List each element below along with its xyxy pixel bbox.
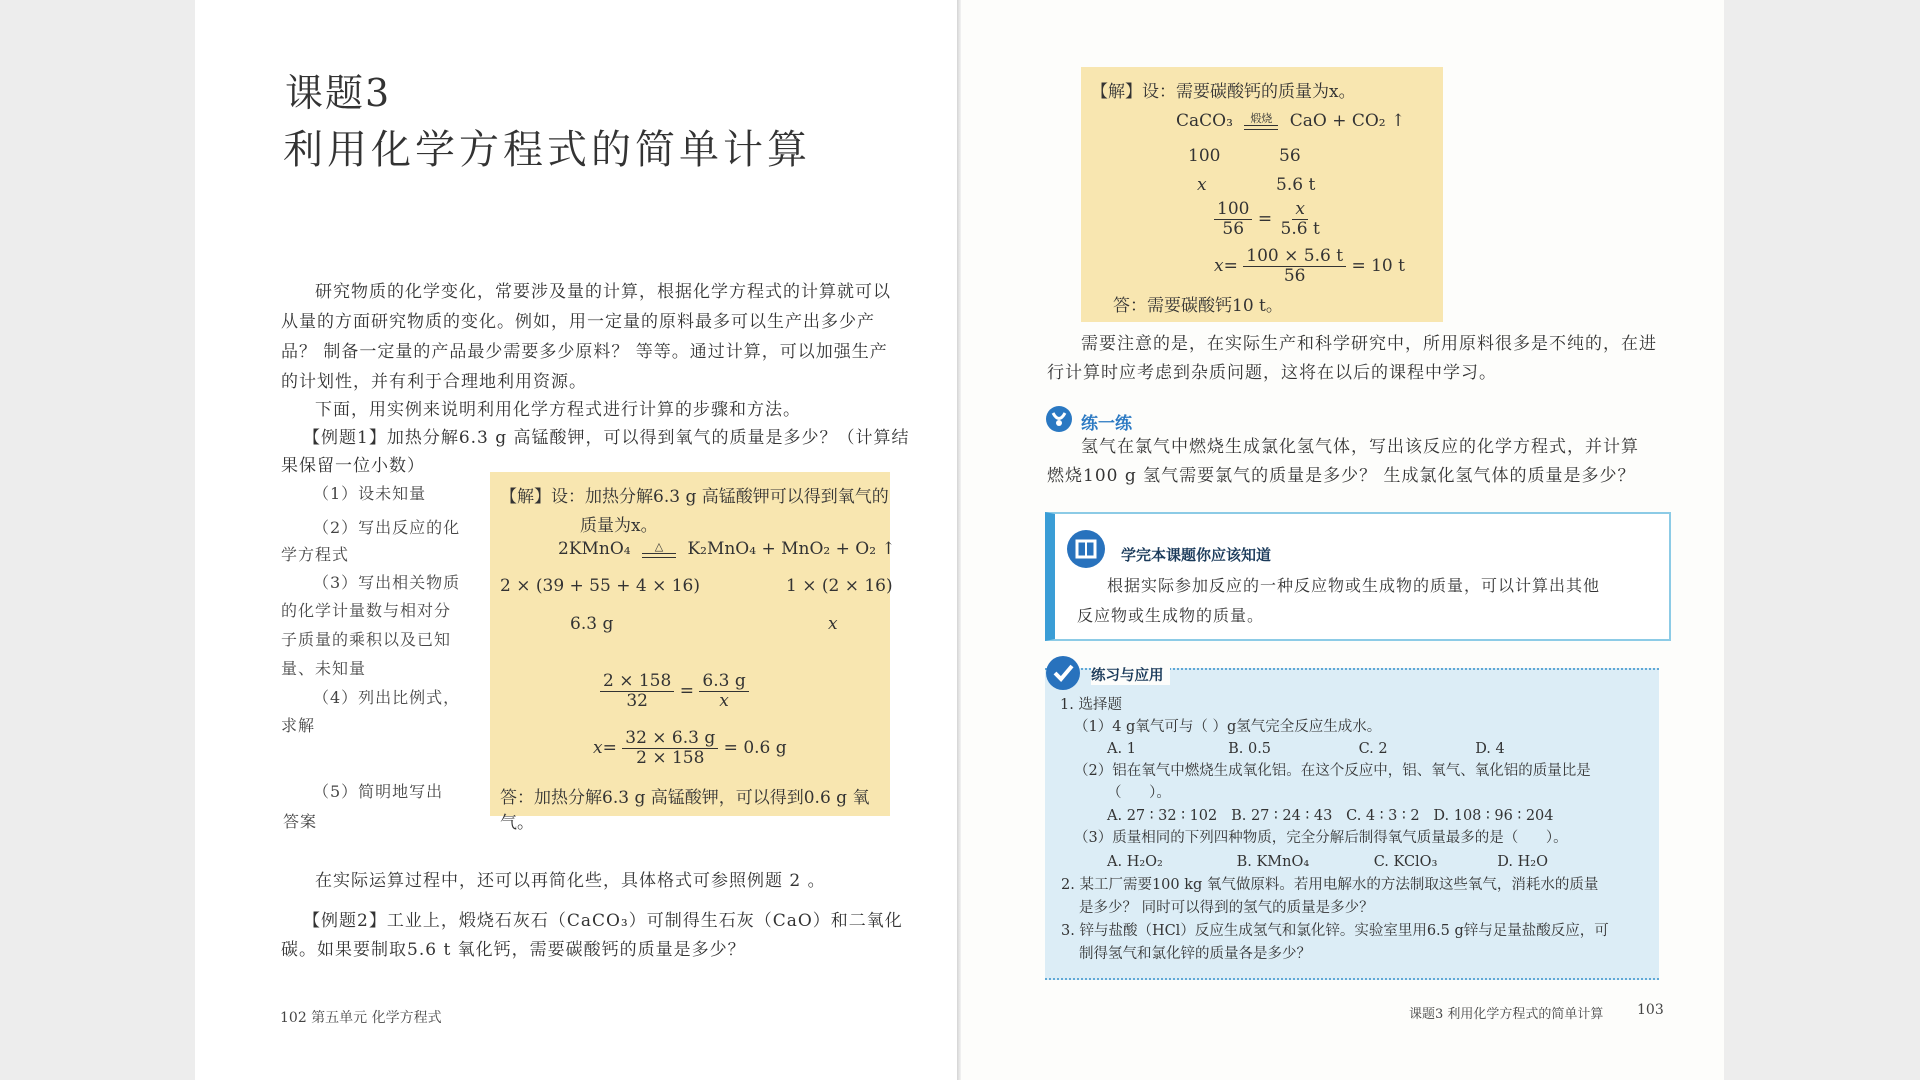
p2-den-right: 5.6 t: [1280, 219, 1320, 239]
equation-products: CaO + CO₂ ↑: [1289, 111, 1406, 131]
prop-den-right: x: [719, 691, 729, 711]
p2-num-left: 100: [1214, 200, 1252, 220]
known-quantity: 6.3 g: [570, 614, 614, 634]
unknown-quantity: x: [828, 614, 838, 634]
exercise-line: A. 27 ∶ 32 ∶ 102 B. 27 ∶ 24 ∶ 43 C. 4 ∶ 3 ∶ 2 D. 108 ∶ 96 ∶ 204: [1107, 808, 1554, 824]
step-1: （1）设未知量: [313, 484, 427, 503]
exercise-line: 制得氢气和氯化锌的质量各是多少？: [1079, 946, 1311, 962]
prop-num-left: 2 × 158: [600, 672, 674, 692]
p2-den-left: 56: [1222, 219, 1245, 239]
step-2: （2）写出反应的化: [313, 518, 461, 537]
proportion: [600, 672, 749, 711]
mass-right: 1 × (2 × 16): [786, 576, 893, 596]
intro-line: 研究物质的化学变化，常要涉及量的计算，根据化学方程式的计算就可以: [315, 282, 891, 302]
mass-cao: 56: [1279, 146, 1301, 166]
exercise-line: （ ）。: [1107, 785, 1171, 801]
equation-reactant: 2KMnO₄: [558, 539, 631, 559]
solution-box-1: [490, 472, 896, 833]
exercise-line: 1. 选择题: [1060, 697, 1122, 713]
c2-result: = 10 t: [1351, 256, 1405, 276]
right-footer-page: 103: [1637, 1002, 1664, 1018]
unknown-caco3: x: [1197, 175, 1207, 195]
calculation2: [1214, 247, 1405, 286]
p2-equals: =: [1257, 209, 1273, 229]
solution1-line1: 【解】设：加热分解6.3 g 高锰酸钾可以得到氧气的: [500, 487, 889, 507]
c2-num: 100 × 5.6 t: [1243, 247, 1346, 267]
equation-reactant: CaCO₃: [1176, 111, 1233, 131]
example1-line: 【例题1】加热分解6.3 g 高锰酸钾，可以得到氧气的质量是多少？（计算结: [303, 428, 910, 448]
heat-symbol: △: [654, 540, 664, 553]
note-line: 需要注意的是，在实际生产和科学研究中，所用原料很多是不纯的，在进: [1081, 334, 1657, 354]
lesson-title: 利用化学方程式的简单计算: [283, 127, 811, 173]
known-cao: 5.6 t: [1276, 175, 1316, 195]
solution1-answer: 答：加热分解6.3 g 高锰酸钾，可以得到0.6 g 氧气。: [500, 788, 870, 833]
exercise-line: 是多少？ 同时可以得到的氢气的质量是多少？: [1079, 900, 1374, 916]
lesson-number: 课题3: [285, 71, 392, 115]
solution2-line1: 【解】设：需要碳酸钙的质量为x。: [1091, 82, 1356, 102]
solution-box-2: [1081, 67, 1443, 322]
calc-num: 32 × 6.3 g: [622, 729, 718, 749]
book-icon: [1067, 530, 1105, 568]
prop-den-left: 32: [626, 691, 648, 711]
proportion2: [1214, 200, 1323, 239]
practice-line: 氢气在氯气中燃烧生成氯化氢气体，写出该反应的化学方程式，并计算: [1081, 437, 1639, 457]
p2-num-right: x: [1292, 200, 1308, 220]
step-5: （5）简明地写出: [313, 782, 444, 801]
example2-line: 【例题2】工业上，煅烧石灰石（CaCO₃）可制得生石灰（CaO）和二氧化: [303, 911, 903, 931]
calc-x: x=: [593, 738, 617, 758]
c2-x: x=: [1214, 256, 1238, 276]
exercise-line: A. H₂O₂ B. KMnO₄ C. KClO₃ D. H₂O: [1107, 854, 1548, 870]
practice-icon: [1044, 404, 1074, 434]
left-footer: 102 第五单元 化学方程式: [280, 1010, 442, 1026]
calcine-label: 煅烧: [1250, 112, 1273, 125]
exercise-line: 3. 锌与盐酸（HCl）反应生成氢气和氯化锌。实验室里用6.5 g锌与足量盐酸反应，可: [1061, 923, 1609, 939]
method-line: 下面，用实例来说明利用化学方程式进行计算的步骤和方法。: [315, 400, 801, 420]
practice-line: 燃烧100 g 氢气需要氯气的质量是多少？ 生成氯化氢气体的质量是多少？: [1047, 466, 1636, 486]
practice-title: 练一练: [1081, 414, 1132, 434]
step-4: 求解: [281, 716, 316, 735]
exercise-line: （2）铝在氧气中燃烧生成氧化铝。在这个反应中，铝、氧气、氧化铝的质量比是: [1074, 763, 1591, 779]
heat-condition: [642, 541, 676, 558]
solution2-equation: [1176, 111, 1405, 131]
prop-equals: =: [679, 681, 694, 701]
step-4: （4）列出比例式，: [313, 688, 461, 707]
calc-result: = 0.6 g: [723, 738, 787, 758]
step-3: （3）写出相关物质: [313, 573, 461, 592]
exercise-icon: [1044, 654, 1082, 692]
solution1-line2: 质量为x。: [580, 516, 658, 536]
step-3: 量、未知量: [281, 659, 367, 678]
mass-caco3: 100: [1188, 146, 1221, 166]
calcine-condition: [1244, 113, 1278, 130]
step-2: 学方程式: [281, 545, 350, 564]
simplify-line: 在实际运算过程中，还可以再简化些，具体格式可参照例题 2 。: [315, 871, 826, 891]
step-3: 子质量的乘积以及已知: [281, 630, 452, 649]
intro-line: 品？ 制备一定量的产品最少需要多少原料？ 等等。通过计算，可以加强生产: [281, 342, 888, 362]
exercise-line: A. 1 B. 0.5 C. 2 D. 4: [1107, 741, 1505, 757]
step-3: 的化学计量数与相对分: [281, 601, 452, 620]
note-line: 行计算时应考虑到杂质问题，这将在以后的课程中学习。: [1047, 363, 1497, 383]
know-line: 根据实际参加反应的一种反应物或生成物的质量，可以计算出其他: [1107, 576, 1601, 595]
right-page: [961, 0, 1724, 1080]
exercise-line: 2. 某工厂需要100 kg 氧气做原料。若用电解水的方法制取这些氧气，消耗水的质量: [1061, 877, 1599, 893]
left-page: [195, 0, 957, 1080]
exercise-line: （3）质量相同的下列四种物质，完全分解后制得氧气质量最多的是（ ）。: [1074, 830, 1568, 846]
know-line: 反应物或生成物的质量。: [1077, 606, 1265, 625]
c2-den: 56: [1283, 266, 1306, 286]
know-title: 学完本课题你应该知道: [1121, 546, 1272, 564]
mass-left: 2 × (39 + 55 + 4 × 16): [500, 576, 700, 596]
calc-den: 2 × 158: [636, 748, 705, 768]
exercise-title: 练习与应用: [1091, 664, 1170, 685]
exercise-line: （1）4 g氧气可与（ ）g氢气完全反应生成水。: [1074, 719, 1382, 735]
intro-line: 的计划性，并有利于合理地利用资源。: [281, 372, 587, 392]
solution2-answer: 答：需要碳酸钙10 t。: [1113, 296, 1283, 316]
intro-line: 从量的方面研究物质的变化。例如，用一定量的原料最多可以生产出多少产: [281, 312, 875, 332]
calculation: [593, 729, 787, 768]
example1-line: 果保留一位小数）: [281, 456, 425, 476]
right-footer-title: 课题3 利用化学方程式的简单计算: [1409, 1007, 1604, 1022]
step-5: 答案: [283, 812, 318, 831]
solution1-equation: [558, 539, 896, 559]
know-box: [1045, 512, 1671, 641]
equation-products: K₂MnO₄ + MnO₂ + O₂ ↑: [687, 539, 896, 559]
example2-line: 碳。如果要制取5.6 t 氧化钙，需要碳酸钙的质量是多少？: [281, 940, 746, 960]
prop-num-right: 6.3 g: [699, 672, 748, 692]
